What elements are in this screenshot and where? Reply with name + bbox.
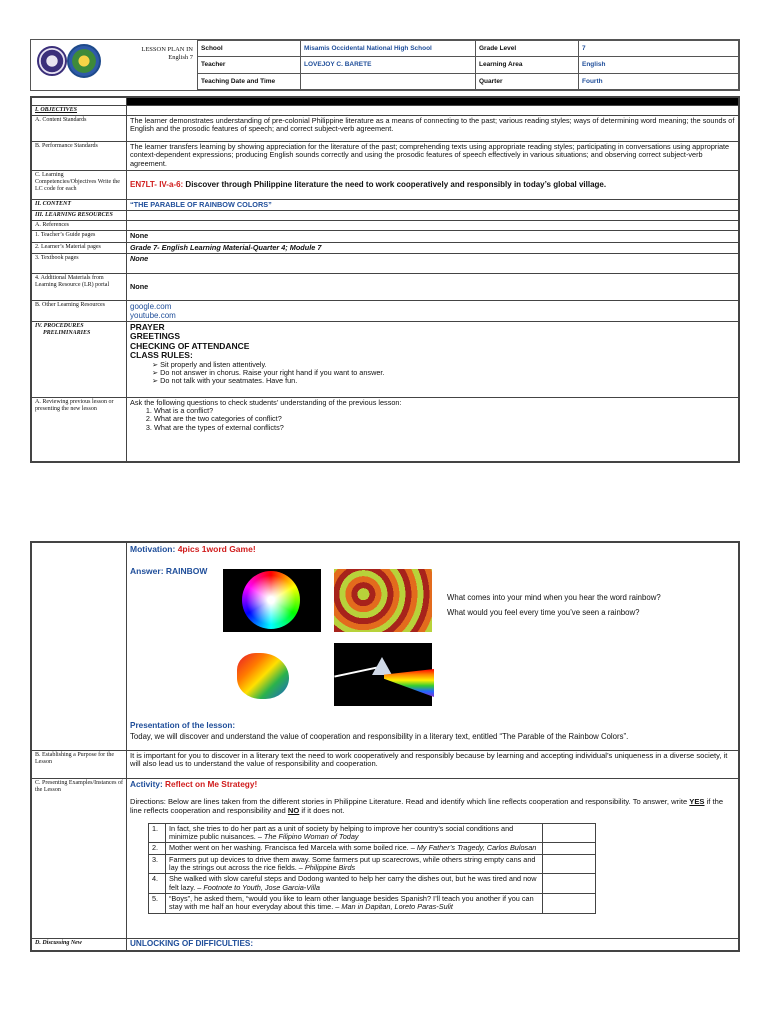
header-info-table: [197, 40, 739, 90]
unlocking-difficulties-label: UNLOCKING OF DIFFICULTIES:: [127, 939, 739, 951]
item-number: 5.: [149, 893, 166, 913]
review-intro: Ask the following questions to check students’ understanding of the previous lesson:: [130, 397, 402, 407]
performance-standards-label: B. Performance Standards: [32, 142, 127, 171]
item-text: Farmers put up devices to drive them away. Some farmers put up scarecrows, while others string empty cans and lay the strings out across the rice fields. –: [169, 854, 536, 873]
teacher-label: Teacher: [198, 57, 301, 73]
item-number: 2.: [149, 843, 166, 854]
color-wheel-image: [223, 569, 321, 632]
lesson-plan-header: [30, 39, 740, 91]
lesson-plan-page-1-table: [30, 96, 740, 463]
learners-material-value: Grade 7- English Learning Material-Quarter 4; Module 7: [127, 242, 739, 253]
performance-standards-text: The learner transfers learning by showing appreciation for the literature of the past; comprehending texts using appropriate reading styles; participating in conversations using appropriate context-dependent expressions; producing English sounds correctly and using the prosodic features of speech effectively in various situations; and observing correct subject-verb agreement.: [127, 142, 739, 171]
item-number: 3.: [149, 854, 166, 874]
presentation-text: Today, we will discover and understand the value of cooperation and responsibility in a literary text, entitled “The Parable of the Rainbow Colors”.: [130, 732, 629, 741]
grade-level-value: 7: [579, 41, 739, 57]
item-text: She walked with slow careful steps and Dodong wanted to help her carry the dishes out, but he was tired and now felt lazy. –: [169, 874, 537, 892]
objectives-blank: [127, 106, 739, 116]
table-row: [149, 843, 596, 854]
title-line-1: LESSON PLAN IN: [141, 46, 193, 53]
black-header-bar: [127, 98, 739, 106]
item-text: Mother went on her washing. Francisca fed Marcela with some boiled rice. –: [169, 843, 417, 853]
item-text: “Boys”, he asked them, “would you like to learn other language besides Spanish? I’ll teach you another if you can stay with me half an hour everyday about this time. –: [169, 893, 534, 912]
item-text-cell: [166, 874, 543, 894]
table-row: [149, 874, 596, 894]
school-value: Misamis Occidental National High School: [301, 41, 476, 57]
procedures-label-cell: [32, 321, 127, 397]
lr-portal-value: None: [127, 273, 739, 300]
motivation-label: Motivation:: [130, 544, 176, 554]
answer-label: Answer: RAINBOW: [130, 566, 208, 576]
motivation-line: [130, 545, 256, 553]
learners-material-label: 2. Learner’s Material pages: [32, 242, 127, 253]
class-rule-item: ➢ Sit properly and listen attentively.: [152, 361, 735, 369]
reflect-items-table: [148, 823, 596, 914]
class-rules-list: [130, 361, 735, 386]
purpose-text: It is important for you to discover in a literary text the need to work cooperatively and responsibly because by learning and accepting individual’s uniqueness in a diverse society, it will also lead us to understand the value of responsibility and cooperation.: [127, 751, 739, 779]
references-label: A. References: [32, 221, 127, 231]
answer-cell[interactable]: [543, 843, 596, 854]
youtube-link[interactable]: youtube.com: [130, 310, 176, 320]
other-resources-links: [127, 300, 739, 321]
lc-code: EN7LT- IV-a-6:: [130, 179, 184, 189]
grade-level-label: Grade Level: [476, 41, 579, 57]
table-row: [149, 854, 596, 874]
directions-text-a: Directions: Below are lines taken from the different stories in Philippine Literature. Read and identify which line reflects cooperation and responsibility. To answer, write: [130, 797, 690, 807]
division-seal-logo: [67, 44, 101, 78]
quarter-label: Quarter: [476, 73, 579, 89]
class-rules-heading: CLASS RULES:: [130, 350, 193, 361]
learning-resources-label: III. LEARNING RESOURCES: [32, 211, 127, 221]
teaching-date-value: [301, 73, 476, 89]
item-text-cell: [166, 843, 543, 854]
answer-cell[interactable]: [543, 823, 596, 843]
answer-cell[interactable]: [543, 893, 596, 913]
review-question: 2. What are the two categories of conflict?: [154, 415, 735, 423]
item-text: In fact, she tries to do her part as a unit of society by helping to improve her country’s social conditions and minimize public nuisances. –: [169, 823, 514, 842]
teachers-guide-label: 1. Teacher’s Guide pages: [32, 231, 127, 242]
preliminaries-label: PRELIMINARIES: [43, 329, 91, 336]
references-blank: [127, 221, 739, 231]
motivation-value: 4pics 1word Game!: [177, 544, 256, 554]
textbook-pages-value: None: [127, 253, 739, 273]
table-row: [149, 893, 596, 913]
table-row: [149, 823, 596, 843]
class-rule-item: ➢ Do not answer in chorus. Raise your right hand if you want to answer.: [152, 369, 735, 377]
lesson-plan-title: [103, 46, 193, 62]
teacher-value: LOVEJOY C. BARETE: [301, 57, 476, 73]
feather-bird-graphic: [237, 653, 289, 699]
activity-directions: [130, 798, 735, 815]
lr-portal-label: 4. Additional Materials from Learning Resource (LR) portal: [32, 273, 127, 300]
resources-blank: [127, 211, 739, 221]
deped-seal-logo: [37, 46, 67, 76]
review-questions-list: [130, 407, 735, 432]
item-text-cell: [166, 823, 543, 843]
prism-graphic: [372, 657, 392, 675]
learning-competencies-label: C. Learning Competencies/Objectives Write the LC code for each: [32, 171, 127, 200]
class-rule-item: ➢ Do not talk with your seatmates. Have fun.: [152, 377, 735, 385]
review-lesson-cell: [127, 397, 739, 461]
attendance-heading: CHECKING OF ATTENDANCE: [130, 340, 250, 351]
review-lesson-label: A. Reviewing previous lesson or presenting the new lesson: [32, 397, 127, 461]
motivation-cell: [127, 543, 739, 751]
prism-image: [334, 643, 432, 706]
content-title: “THE PARABLE OF RAINBOW COLORS”: [127, 200, 739, 211]
teachers-guide-value: None: [127, 231, 739, 242]
fruits-image: [334, 569, 432, 632]
item-source: Philippine Birds: [304, 863, 356, 873]
item-source: My Father’s Tragedy, Carlos Bulosan: [416, 843, 537, 853]
activity-cell: [127, 779, 739, 939]
activity-value: Reflect on Me Strategy!: [165, 779, 258, 789]
title-line-2: English 7: [168, 54, 193, 61]
activity-label: Activity:: [130, 779, 163, 789]
content-standards-text: The learner demonstrates understanding of pre-colonial Philippine literature as a means of connecting to the past; various reading styles; ways of determining word meaning; the sounds of English and the prosodic features of speech; and correct subject-verb agreement.: [127, 116, 739, 142]
color-wheel-graphic: [242, 571, 300, 629]
motivation-left-blank: [32, 543, 127, 751]
textbook-pages-label: 3. Textbook pages: [32, 253, 127, 273]
directions-text-b: if the line reflects cooperation and responsibility and: [130, 797, 724, 815]
item-number: 4.: [149, 874, 166, 894]
quarter-value: Fourth: [579, 73, 739, 89]
answer-cell[interactable]: [543, 854, 596, 874]
learning-competency-cell: [127, 171, 739, 200]
teaching-date-label: Teaching Date and Time: [198, 73, 301, 89]
learning-area-label: Learning Area: [476, 57, 579, 73]
purpose-label: B. Establishing a Purpose for the Lesson: [32, 751, 127, 779]
presentation-label: Presentation of the lesson:: [130, 721, 236, 730]
item-text-cell: [166, 854, 543, 874]
school-label: School: [198, 41, 301, 57]
prayer-heading: PRAYER: [130, 321, 165, 332]
other-resources-label: B. Other Learning Resources: [32, 300, 127, 321]
activity-heading: [130, 780, 735, 788]
yes-keyword: YES: [689, 797, 705, 807]
item-text-cell: [166, 893, 543, 913]
answer-cell[interactable]: [543, 874, 596, 894]
google-link[interactable]: google.com: [130, 301, 172, 311]
item-number: 1.: [149, 823, 166, 843]
item-source: Footnote to Youth, Jose Garcia-Villa: [203, 882, 320, 892]
examples-label: C. Presenting Examples/Instances of the Lesson: [32, 779, 127, 939]
no-keyword: NO: [287, 805, 300, 815]
rainbow-question-2: What would you feel every time you’ve seen a rainbow?: [447, 608, 640, 617]
item-source: The Filipino Woman of Today: [263, 832, 359, 842]
learning-area-value: English: [579, 57, 739, 73]
preliminaries-cell: [127, 321, 739, 397]
review-question: 1. What is a conflict?: [154, 407, 735, 415]
lc-text: Discover through Philippine literature the need to work cooperatively and responsibly in today’s global village.: [183, 179, 607, 189]
feather-bird-image: [223, 643, 321, 706]
content-standards-label: A. Content Standards: [32, 116, 127, 142]
objectives-label: I. OBJECTIVES: [32, 106, 127, 116]
discussing-label: D. Discussing New: [32, 939, 127, 951]
review-question: 3. What are the types of external conflicts?: [154, 424, 735, 432]
lesson-plan-page-2-table: [30, 541, 740, 952]
directions-text-c: if it does not.: [299, 805, 345, 815]
greetings-heading: GREETINGS: [130, 331, 181, 342]
rainbow-question-1: What comes into your mind when you hear the word rainbow?: [447, 593, 661, 602]
content-label: II. CONTENT: [32, 200, 127, 211]
procedures-label: IV. PROCEDURES: [35, 322, 84, 329]
item-source: Man in Dapitan, Loreto Paras-Sulit: [341, 902, 453, 912]
blank-top-left: [32, 98, 127, 106]
